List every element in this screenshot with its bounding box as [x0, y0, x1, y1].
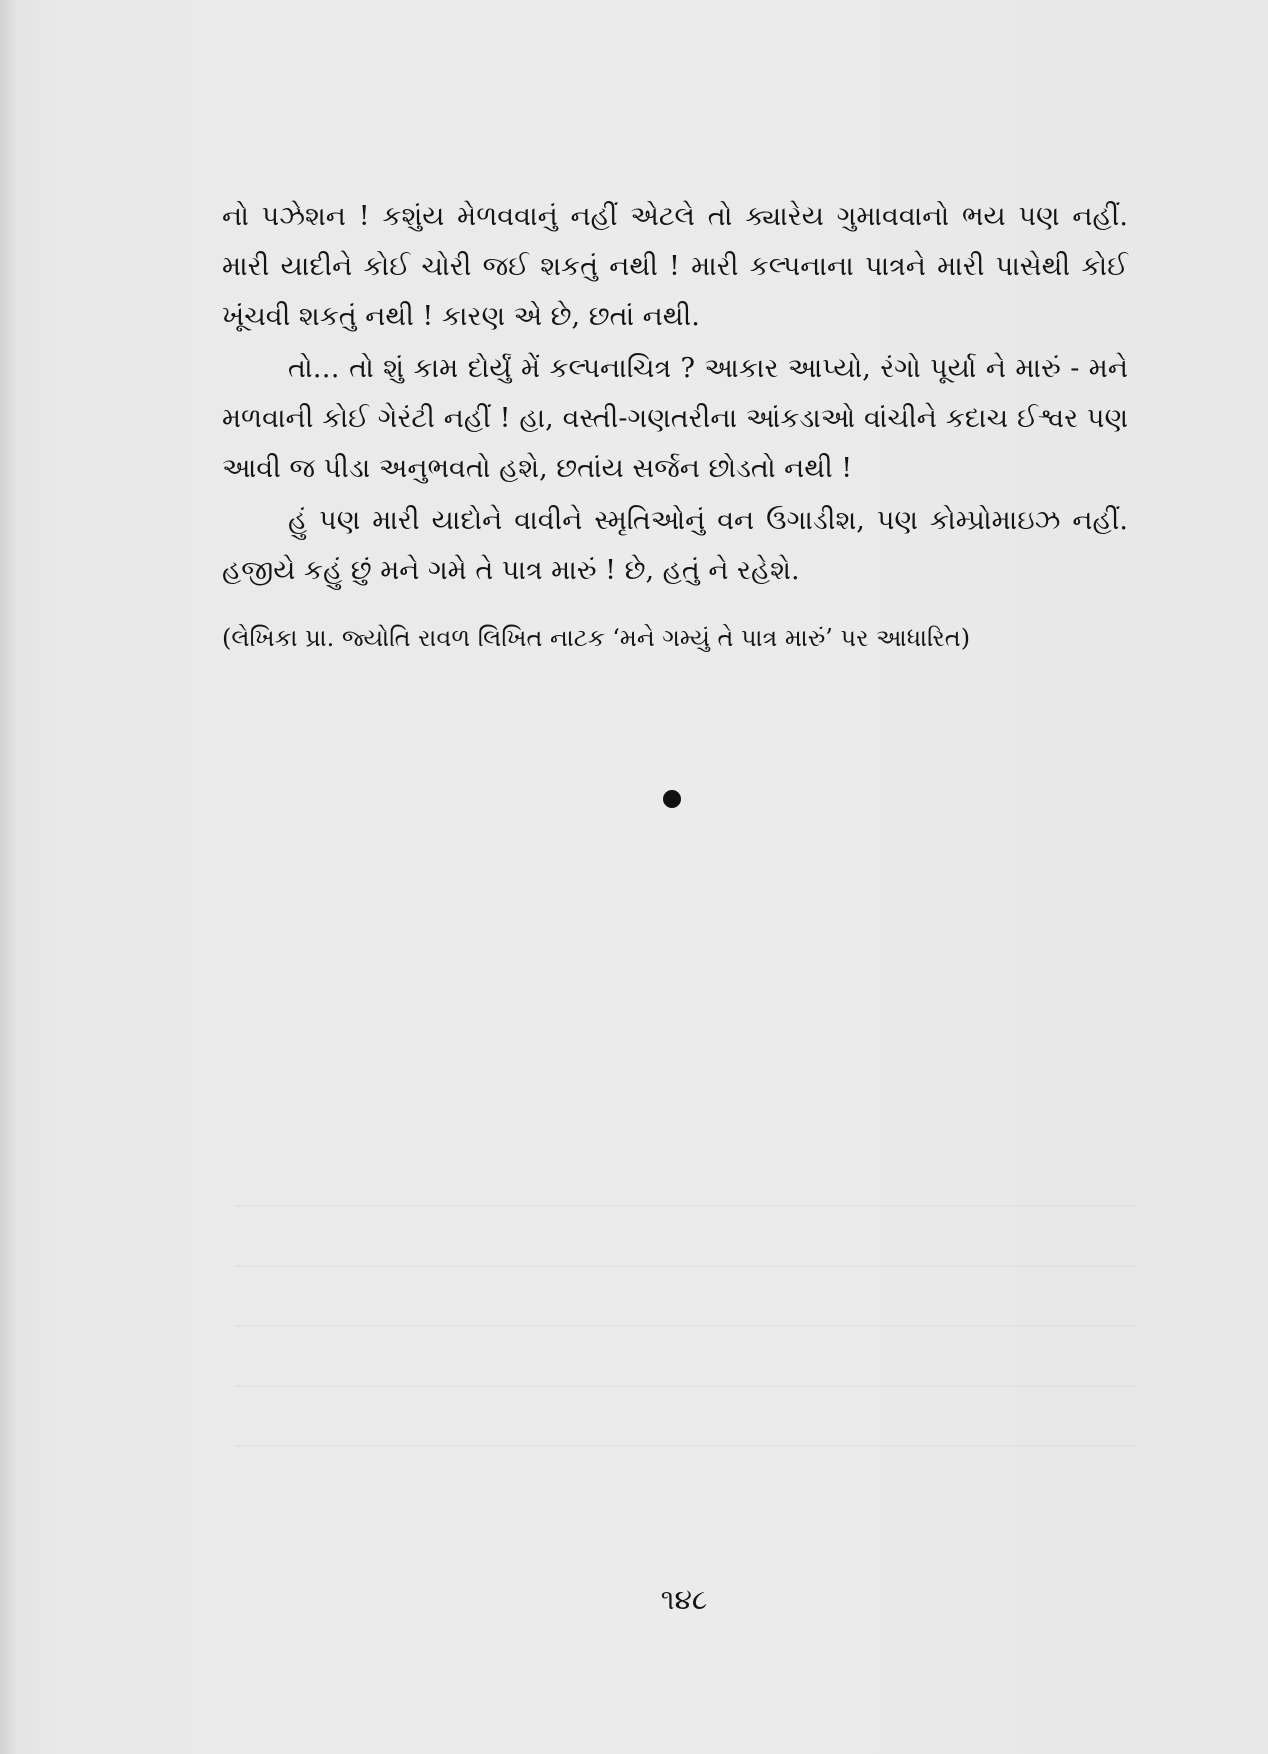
paragraph: નો પઝેશન ! કશુંય મેળવવાનું નહીં એટલે તો ક્યારેય ગુમાવવાનો ભય પણ નહીં. મારી યાદીને કોઈ ચોરી જઈ શકતું નથી ! મારી કલ્પનાના પાત્રને મારી પાસેથી કોઈ ખૂંચવી શકતું નથી ! કારણ એ છે, છતાં નથી.	[222, 201, 1128, 332]
body-text	[222, 192, 1128, 596]
show-through	[235, 1325, 1135, 1327]
show-through	[235, 1205, 1135, 1207]
show-through	[235, 1385, 1135, 1387]
paragraph: તો… તો શું કામ દોર્યું મેં કલ્પનાચિત્ર ? આકાર આપ્યો, રંગો પૂર્યા ને મારું - મને મળવાની કોઈ ગેરંટી નહીં ! હા, વસ્તી-ગણતરીના આંકડાઓ વાંચીને કદાચ ઈશ્વર પણ આવી જ પીડા અનુભવતો હશે, છતાંય સર્જન છોડતો નથી !	[222, 353, 1128, 484]
page-number: ૧૪૮	[660, 1583, 708, 1616]
attribution-note: (લેખિકા પ્રા. જ્યોતિ રાવળ લિખિત નાટક ‘મને ગમ્યું તે પાત્ર મારું’ પર આધારિત)	[222, 624, 971, 652]
paragraph: હું પણ મારી યાદોને વાવીને સ્મૃતિઓનું વન ઉગાડીશ, પણ કોમ્પ્રોમાઇઝ નહીં. હજીયે કહું છું મને ગમે તે પાત્ર મારું ! છે, હતું ને રહેશે.	[222, 505, 1128, 586]
show-through	[235, 1265, 1135, 1267]
show-through	[235, 1445, 1135, 1447]
section-separator-bullet	[663, 790, 681, 808]
